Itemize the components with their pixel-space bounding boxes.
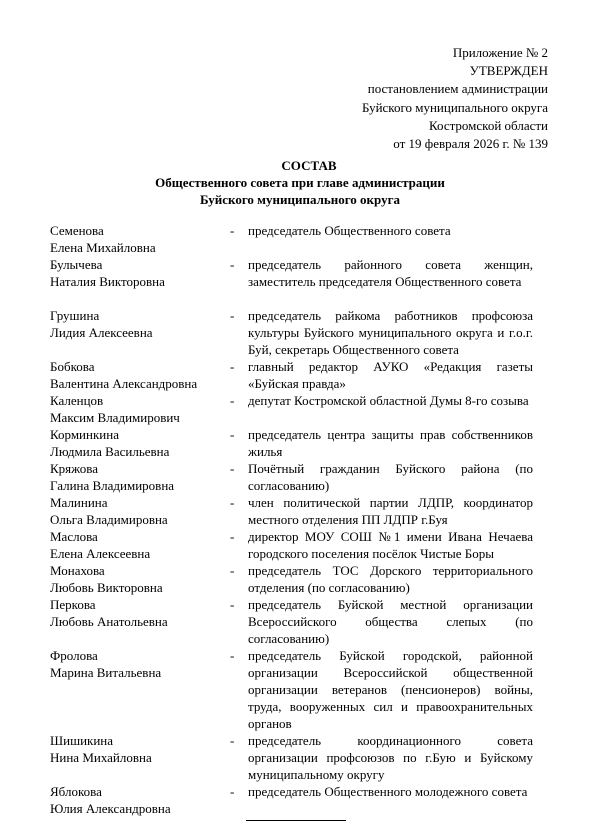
member-name xyxy=(50,596,230,647)
member-surname: Каленцов xyxy=(50,393,104,408)
member-role: директор МОУ СОШ №1 имени Ивана Нечаева городского поселения посёлок Чистые Боры xyxy=(248,529,533,561)
member-name xyxy=(50,647,230,732)
member-row xyxy=(50,647,533,732)
member-role: председатель Общественного молодежного совета xyxy=(248,784,528,799)
member-dash: - xyxy=(230,223,235,238)
member-row xyxy=(50,307,533,358)
member-name xyxy=(50,562,230,596)
member-surname: Яблокова xyxy=(50,784,102,799)
member-row xyxy=(50,392,533,426)
member-role: председатель координационного совета организации профсоюзов по г.Бую и Буйскому муниципальному округу xyxy=(248,733,533,782)
member-role: председатель районного совета женщин, заместитель председателя Общественного совета xyxy=(248,257,533,289)
member-row xyxy=(50,222,533,256)
member-given-names: Людмила Васильевна xyxy=(50,444,170,459)
member-given-names: Ольга Владимировна xyxy=(50,512,168,527)
member-dash: - xyxy=(230,393,235,408)
member-role: председатель Буйской местной организации Всероссийского общества слепых (по согласованию) xyxy=(248,597,533,646)
member-row xyxy=(50,460,533,494)
district-line: Буйского муниципального округа xyxy=(361,99,548,115)
member-given-names: Юлия Александровна xyxy=(50,801,171,816)
member-surname: Фролова xyxy=(50,648,98,663)
appendix-line: Приложение № 2 xyxy=(452,45,548,60)
approval-header xyxy=(362,44,548,153)
member-given-names: Галина Владимировна xyxy=(50,478,175,493)
member-dash: - xyxy=(230,427,235,442)
member-given-names: Любовь Викторовна xyxy=(50,580,163,595)
member-name xyxy=(50,256,230,307)
date-number-line: от 19 февраля 2026 г. № 139 xyxy=(393,136,548,152)
member-name xyxy=(50,222,230,256)
member-role: главный редактор АУКО «Редакция газеты «Буйская правда» xyxy=(248,359,533,391)
member-surname: Перкова xyxy=(50,597,96,612)
member-name xyxy=(50,528,230,562)
member-given-names: Елена Михайловна xyxy=(50,240,156,255)
member-dash: - xyxy=(230,529,235,544)
member-given-names: Марина Витальевна xyxy=(50,665,162,680)
member-row xyxy=(50,426,533,460)
member-dash: - xyxy=(230,648,235,663)
member-name xyxy=(50,358,230,392)
member-role: председатель ТОС Дорского территориального отделения (по согласованию) xyxy=(248,563,533,595)
member-dash: - xyxy=(230,563,235,578)
member-surname: Бобкова xyxy=(50,359,95,374)
member-role: член политической партии ЛДПР, координатор местного отделения ПП ЛДПР г.Буя xyxy=(248,495,533,527)
member-role: Почётный гражданин Буйского района (по согласованию) xyxy=(248,461,533,493)
member-given-names: Валентина Александровна xyxy=(50,376,198,391)
member-name xyxy=(50,494,230,528)
member-surname: Булычева xyxy=(50,257,103,272)
member-dash: - xyxy=(230,257,235,272)
member-name xyxy=(50,426,230,460)
member-given-names: Любовь Анатольевна xyxy=(50,614,168,629)
member-dash: - xyxy=(230,733,235,748)
member-row xyxy=(50,562,533,596)
member-dash: - xyxy=(230,461,235,476)
member-surname: Корминкина xyxy=(50,427,119,442)
member-surname: Малинина xyxy=(50,495,108,510)
member-given-names: Максим Владимирович xyxy=(50,410,180,425)
member-dash: - xyxy=(230,308,235,323)
member-row xyxy=(50,256,533,307)
member-row xyxy=(50,528,533,562)
member-dash: - xyxy=(230,597,235,612)
member-name xyxy=(50,783,230,817)
member-name xyxy=(50,732,230,783)
member-role: председатель райкома работников профсоюза культуры Буйского муниципального округа и г.о.г. Буй, секретарь Общественного совета xyxy=(248,308,533,357)
footer-divider xyxy=(246,820,346,821)
members-list xyxy=(50,222,533,817)
title-line-1: СОСТАВ xyxy=(281,158,337,173)
member-role: председатель центра защиты прав собственников жилья xyxy=(248,427,533,459)
member-name xyxy=(50,392,230,426)
member-name xyxy=(50,307,230,358)
member-surname: Монахова xyxy=(50,563,105,578)
title-line-2: Общественного совета при главе администрации xyxy=(155,175,445,190)
approved-line: УТВЕРЖДЕН xyxy=(469,63,548,79)
member-surname: Кряжова xyxy=(50,461,99,476)
title-line-3: Буйского муниципального округа xyxy=(199,192,401,207)
decree-line: постановлением администрации xyxy=(367,81,548,97)
member-role: председатель Общественного совета xyxy=(248,223,451,238)
member-role: депутат Костромской областной Думы 8-го созыва xyxy=(248,393,529,408)
member-name xyxy=(50,460,230,494)
document-title xyxy=(0,157,600,208)
member-given-names: Нина Михайловна xyxy=(50,750,152,765)
member-given-names: Лидия Алексеевна xyxy=(50,325,153,340)
member-dash: - xyxy=(230,359,235,374)
member-dash: - xyxy=(230,784,235,799)
member-role: председатель Буйской городской, районной организации Всероссийской общественной организации ветеранов (пенсионеров) войны, труда, вооруженных сил и правоохранительных органов xyxy=(248,648,533,731)
member-row xyxy=(50,783,533,817)
member-given-names: Наталия Викторовна xyxy=(50,274,165,289)
member-surname: Шишикина xyxy=(50,733,114,748)
member-surname: Маслова xyxy=(50,529,98,544)
member-row xyxy=(50,596,533,647)
member-row xyxy=(50,732,533,783)
member-surname: Грушина xyxy=(50,308,100,323)
region-line: Костромской области xyxy=(428,117,548,133)
member-dash: - xyxy=(230,495,235,510)
member-surname: Семенова xyxy=(50,223,104,238)
member-row xyxy=(50,358,533,392)
member-row xyxy=(50,494,533,528)
member-given-names: Елена Алексеевна xyxy=(50,546,151,561)
